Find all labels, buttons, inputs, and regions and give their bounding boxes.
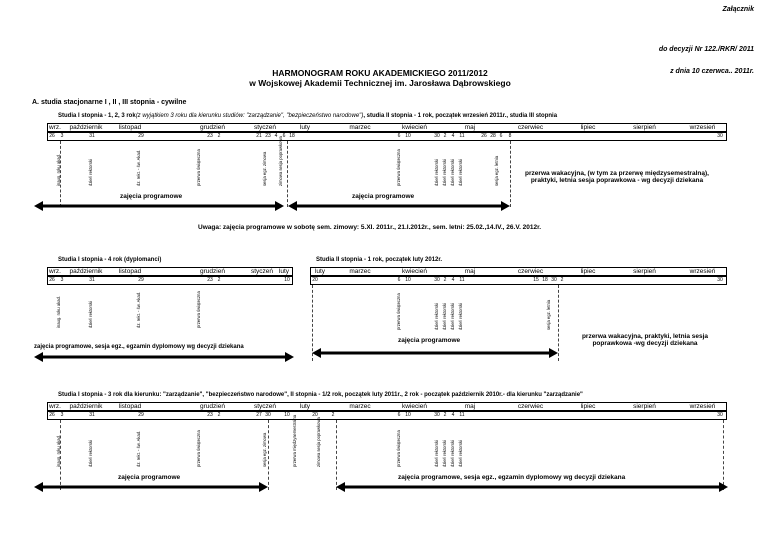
b1-day: 23 <box>265 133 271 139</box>
b1-month: listopad <box>118 124 142 131</box>
block1-caption-bold: Studia I stopnia - 1, 2, 3 rok <box>58 113 136 119</box>
b4-event: dzień rektorski <box>442 440 447 467</box>
b4-day: 27 <box>256 412 262 418</box>
b1-divider <box>60 141 61 207</box>
b4-day: 11 <box>459 412 465 418</box>
b4-day: 3 <box>60 412 64 418</box>
b1-day: 28 <box>490 133 496 139</box>
b1-event: inaug. roku akad. <box>56 153 61 186</box>
b4-day: 26 <box>49 412 55 418</box>
b2-month: styczeń <box>250 268 274 275</box>
b4-day: 6 <box>397 412 401 418</box>
b3-event: dzień rektorski <box>458 303 463 330</box>
b4-day: 29 <box>138 412 144 418</box>
b1-day: 29 <box>138 133 144 139</box>
b1-event: dzień rektorski <box>88 159 93 186</box>
b1-day: 31 <box>89 133 95 139</box>
b4-day: 10 <box>405 412 411 418</box>
b2-day: 29 <box>138 277 144 283</box>
b2-day: 10 <box>284 277 290 283</box>
b3-month: kwiecień <box>402 268 427 275</box>
b3-day: 2 <box>560 277 564 283</box>
b4-divider <box>723 420 724 490</box>
b3-divider <box>558 285 559 361</box>
block4-caption: Studia I stopnia - 3 rok dla kierunku: "zarządzanie", "bezpieczeństwo narodowe", II stopnia - 1/2 rok, początek luty 2011r., 2 rok - początek październik 2010r.- dla kierunku "zarządzanie" <box>58 392 583 398</box>
b4-month: lipiec <box>580 403 596 410</box>
b3-day: 10 <box>405 277 411 283</box>
b4-day: 2 <box>331 412 335 418</box>
b4-winter-arrow <box>34 482 268 492</box>
b1-event: dzień rektorski <box>434 159 439 186</box>
b1-day: 23 <box>207 133 213 139</box>
b4-month: październik <box>69 403 103 410</box>
b1-event: sesja egz. zimowa <box>262 151 267 186</box>
b1-event: sesja egz. letnia <box>494 155 499 186</box>
b4-event: przerwa międzysemestralna <box>292 414 297 467</box>
b4-program-label-2: zajęcia programowe, sesja egz., egzamin dyplomowy wg decyzji dziekana <box>398 474 626 481</box>
b2-event: dz. rekt. - św. Akad. <box>136 291 141 328</box>
b1-day: 2 <box>217 133 221 139</box>
b3-day: 4 <box>451 277 455 283</box>
b3-event: dzień rektorski <box>442 303 447 330</box>
b1-day: 30 <box>717 133 723 139</box>
b1-day: 2 <box>443 133 447 139</box>
b1-month: październik <box>69 124 103 131</box>
b4-event: przerwa świąteczna <box>196 430 201 467</box>
block1-caption-italic: (z wyjątkiem 3 roku dla kierunku studiów: "zarządzanie", "bezpieczeństwo narodowe") <box>135 113 364 119</box>
b4-divider <box>60 420 61 490</box>
b4-day: 2 <box>217 412 221 418</box>
b4-day: 4 <box>451 412 455 418</box>
b1-vacation-note: przerwa wakacyjna, (w tym za przerwę międzysemestralną), praktyki, letnia sesja poprawkowa - wg decyzji dziekana <box>525 170 709 184</box>
b1-event: dzień rektorski <box>450 159 455 186</box>
b1-summer-arrow <box>288 201 510 211</box>
b4-day: 2 <box>443 412 447 418</box>
b1-divider <box>287 141 288 207</box>
block3-day-row <box>310 276 727 285</box>
block3-caption: Studia II stopnia - 1 rok, początek luty 2012r. <box>316 257 443 263</box>
b1-winter-arrow <box>34 201 284 211</box>
b2-month: październik <box>69 268 103 275</box>
b2-day: 26 <box>49 277 55 283</box>
b3-day: 11 <box>459 277 465 283</box>
b2-month: listopad <box>118 268 142 275</box>
b4-day: 23 <box>207 412 213 418</box>
b3-day: 6 <box>397 277 401 283</box>
block2-day-row <box>47 276 293 285</box>
b4-program-label: zajęcia programowe <box>118 474 181 481</box>
b4-divider <box>336 420 337 490</box>
b4-month: wrzesień <box>689 403 716 410</box>
b1-month: grudzień <box>200 124 225 131</box>
b1-month: lipiec <box>580 124 596 131</box>
b1-event: dzień rektorski <box>442 159 447 186</box>
b3-arrow <box>312 348 558 358</box>
b4-day: 30 <box>434 412 440 418</box>
b1-program-label-2: zajęcia programowe <box>352 193 415 200</box>
b1-day: 10 <box>405 133 411 139</box>
b3-month: luty <box>314 268 326 275</box>
b1-month: maj <box>464 124 476 131</box>
b1-event: dz. rekt. - św. Akad. <box>136 149 141 186</box>
b4-month: sierpień <box>633 403 656 410</box>
b3-vacation-note: przerwa wakacyjna, praktyki, letnia sesja poprawkowa -wg decyzji dziekana <box>581 333 709 347</box>
b1-month: styczeń <box>253 124 277 131</box>
section-heading: A. studia stacjonarne I , II , III stopnia - cywilne <box>32 99 187 106</box>
b4-event: sesja egz. zimowa <box>262 432 267 467</box>
b4-month: styczeń <box>253 403 277 410</box>
b4-divider <box>268 420 269 490</box>
b2-arrow <box>34 352 294 362</box>
b2-month: luty <box>278 268 290 275</box>
b1-program-label: zajęcia programowe <box>120 193 183 200</box>
b3-day: 15 <box>533 277 539 283</box>
block1-day-row <box>47 132 727 141</box>
b4-event: przerwa świąteczna <box>396 430 401 467</box>
b1-day: 26 <box>481 133 487 139</box>
annex-label: Załącznik <box>722 6 754 13</box>
b2-month: grudzień <box>200 268 225 275</box>
b2-event: dzień rektorski <box>88 301 93 328</box>
b1-day: 11 <box>459 133 465 139</box>
b4-month: kwiecień <box>402 403 427 410</box>
b2-month: wrz. <box>49 268 61 275</box>
b2-event: przerwa świąteczna <box>196 291 201 328</box>
b1-day: 26 <box>49 133 55 139</box>
block4-day-row <box>47 411 727 420</box>
b1-day: 3 <box>60 133 64 139</box>
b1-month: wrz. <box>49 124 61 131</box>
b1-month: kwiecień <box>402 124 427 131</box>
b3-day: 2 <box>443 277 447 283</box>
b3-month: sierpień <box>633 268 656 275</box>
b2-day: 3 <box>60 277 64 283</box>
b1-day: 4 <box>274 133 278 139</box>
b3-event: przerwa świąteczna <box>396 293 401 330</box>
b4-event: dzień rektorski <box>88 440 93 467</box>
b3-program-label: zajęcia programowe <box>398 337 461 344</box>
b1-month: luty <box>299 124 311 131</box>
b1-day: 6 <box>397 133 401 139</box>
block1-caption <box>58 113 557 119</box>
b4-event: zimowa sesja poprawkowa <box>316 417 321 467</box>
b4-event: dz. rekt. - św. Akad. <box>136 430 141 467</box>
b1-event: przerwa świąteczna <box>396 149 401 186</box>
b1-day: 4 <box>451 133 455 139</box>
b4-day: 10 <box>284 412 290 418</box>
title-line-1: HARMONOGRAM ROKU AKADEMICKIEGO 2011/2012 <box>272 68 488 78</box>
b1-month: marzec <box>349 124 371 131</box>
saturday-note: Uwaga: zajęcia programowe w sobotę sem. zimowy: 5.XI. 2011r., 21.I.2012r., sem. letni: 25.02.,14.IV., 26.V. 2012r. <box>198 224 542 231</box>
b4-month: grudzień <box>200 403 225 410</box>
b4-event: inaug. roku akad. <box>56 434 61 467</box>
b2-day: 23 <box>207 277 213 283</box>
block1-caption-rest: , studia II stopnia - 1 rok, początek wrzesień 2011r., studia III stopnia <box>363 113 558 119</box>
b4-month: listopad <box>118 403 142 410</box>
b4-day: 30 <box>265 412 271 418</box>
b1-event: zimowa sesja poprawkowa <box>278 136 283 186</box>
b1-month: wrzesień <box>689 124 716 131</box>
b3-month: czerwiec <box>517 268 544 275</box>
page-title <box>200 68 560 88</box>
b4-event: dzień rektorski <box>434 440 439 467</box>
b2-program-label: zajęcia programowe, sesja egz., egzamin dyplomowy wg decyzji dziekana <box>34 344 244 350</box>
b3-event: sesja egz. letnia <box>546 299 551 330</box>
b3-day: 18 <box>542 277 548 283</box>
b2-event: inaug. roku akad. <box>56 295 61 328</box>
b2-day: 31 <box>89 277 95 283</box>
b4-month: czerwiec <box>517 403 544 410</box>
b4-month: maj <box>464 403 476 410</box>
b1-divider <box>510 141 511 207</box>
b1-event: przerwa świąteczna <box>196 149 201 186</box>
b1-event: dzień rektorski <box>458 159 463 186</box>
b4-month: marzec <box>349 403 371 410</box>
b1-day: 8 <box>508 133 512 139</box>
b4-month: wrz. <box>49 403 61 410</box>
b1-day: 21 <box>256 133 262 139</box>
b3-month: lipiec <box>580 268 596 275</box>
b4-day: 31 <box>89 412 95 418</box>
b3-event: dzień rektorski <box>434 303 439 330</box>
b3-day: 20 <box>312 277 318 283</box>
b3-event: dzień rektorski <box>450 303 455 330</box>
b3-month: maj <box>464 268 476 275</box>
b3-day: 30 <box>717 277 723 283</box>
b4-event: dzień rektorski <box>458 440 463 467</box>
title-line-2: w Wojskowej Akademii Technicznej im. Jarosława Dąbrowskiego <box>249 78 511 88</box>
b4-month: luty <box>299 403 311 410</box>
b4-summer-arrow <box>336 482 728 492</box>
b1-day: 6 <box>282 133 286 139</box>
b1-day: 6 <box>499 133 503 139</box>
b4-day: 20 <box>312 412 318 418</box>
b4-event: dzień rektorski <box>450 440 455 467</box>
block2-caption: Studia I stopnia - 4 rok (dyplomanci) <box>58 257 162 263</box>
b1-day: 18 <box>289 133 295 139</box>
b3-day: 30 <box>434 277 440 283</box>
b3-day: 30 <box>551 277 557 283</box>
decree-number: do decyzji Nr 122./RKR/ 2011 <box>658 46 754 53</box>
decree-date: z dnia 10 czerwca.. 2011r. <box>670 68 754 75</box>
b4-day: 30 <box>717 412 723 418</box>
b1-day: 30 <box>434 133 440 139</box>
b3-month: marzec <box>349 268 371 275</box>
b1-month: sierpień <box>633 124 656 131</box>
b1-month: czerwiec <box>517 124 544 131</box>
b3-month: wrzesień <box>689 268 716 275</box>
b2-day: 2 <box>217 277 221 283</box>
